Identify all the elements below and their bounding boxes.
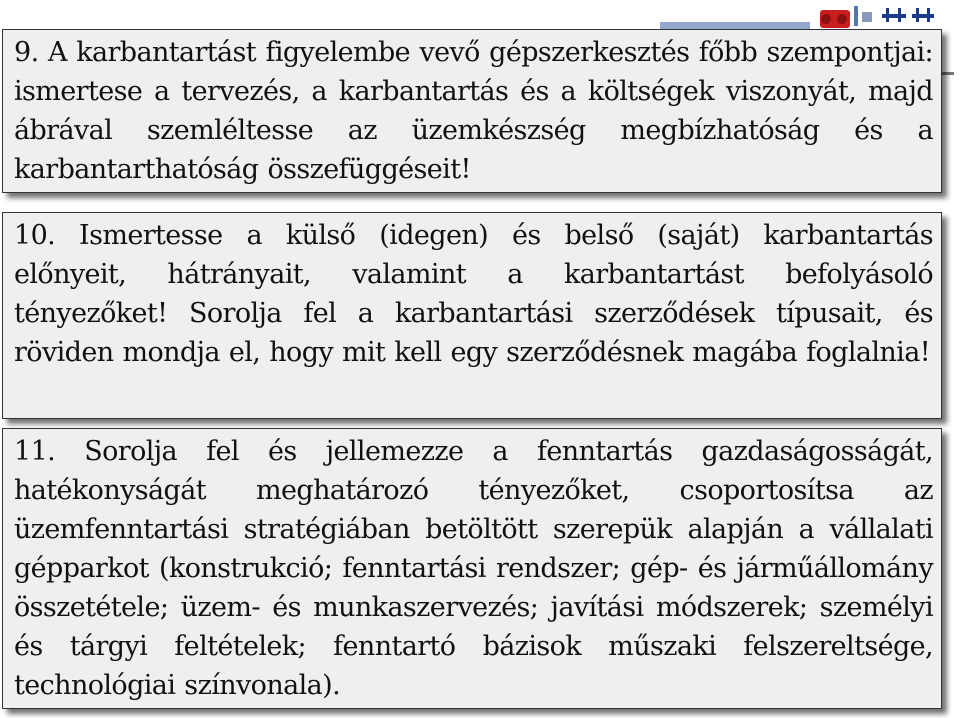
question-text-9: 9. A karbantartást figyelembe vevő gépszerkesztés főbb szempontjai: ismertese a tervezés, a karbantartás és a költségek viszonyát, majd ábrával szemléltesse az üzemkészség megbízhatóság és a karbantarthatóság összefüggéseit! xyxy=(14,37,933,185)
question-box-9 xyxy=(2,29,942,193)
question-text-11: 11. Sorolja fel és jellemezze a fenntartás gazdaságosságát, hatékonyságát meghatározó tényezőket, csoportosítsa az üzemfenntartási stratégiában betöltött szerepük alapján a vállalati gépparkot (konstrukció; fenntartási rendszer; gép- és járműállomány összetétele; üzem- és munkaszervezés; javítási módszerek; személyi és tárgyi feltételek; fenntartó bázisok műszaki felszereltsége, technológiai színvonala). xyxy=(14,436,933,701)
question-text-10: 10. Ismertesse a külső (idegen) és belső (saját) karbantartás előnyeit, hátrányait, valamint a karbantartást befolyásoló tényezőket! Sorolja fel a karbantartási szerződések típusait, és röviden mondja el, hogy mit kell egy szerződésnek magába foglalnia! xyxy=(14,220,933,368)
question-box-10 xyxy=(2,212,942,419)
question-box-11 xyxy=(2,428,942,709)
